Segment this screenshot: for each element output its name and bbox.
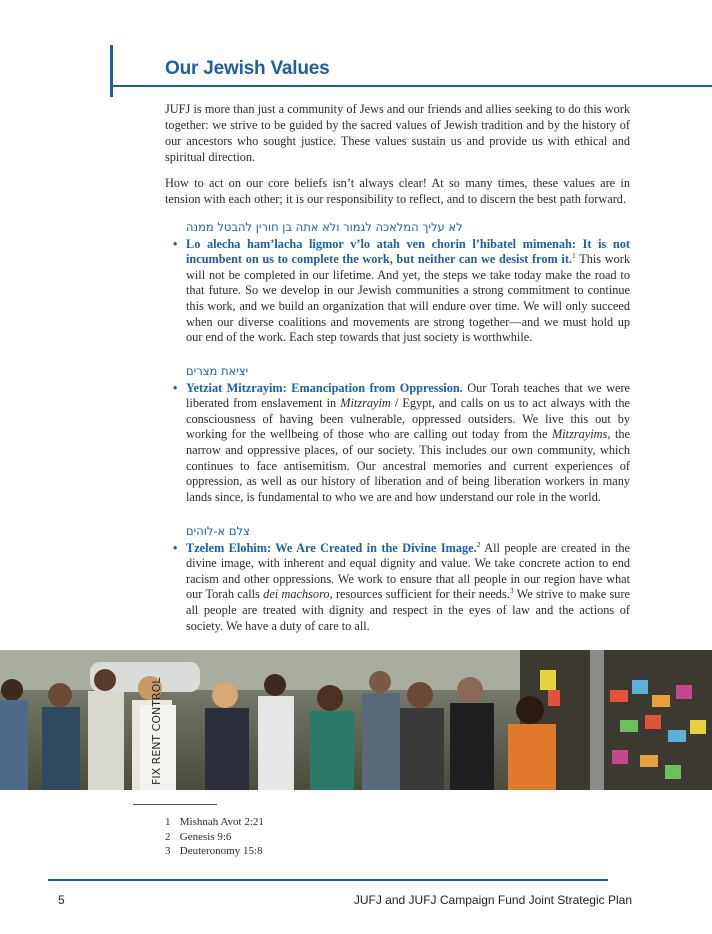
value-lead: Tzelem Elohim: We Are Created in the Divine Image. [186, 540, 477, 555]
footnote-ref: 3 [509, 586, 514, 596]
value-block-3 [165, 524, 630, 634]
footnote-divider [133, 804, 217, 805]
value-italic-term: dei machsoro [263, 587, 330, 602]
page-title: Our Jewish Values [165, 58, 330, 79]
bullet-icon: • [173, 540, 178, 555]
bullet-icon: • [173, 380, 178, 395]
value-text: / Egypt, and calls on us to act always with the consciousness of having been vulnerable, oppressed outsiders. We live this out by working for the wellbeing of those who are calling out today from the [186, 396, 630, 442]
footnote-ref: 1 [572, 251, 576, 261]
bullet-icon: • [173, 236, 178, 251]
value-block-2 [165, 364, 630, 505]
intro-paragraph-2: How to act on our core beliefs isn’t always clear! At so many times, these values are in tension with each other; it is our responsibility to reflect, and to discern the best path forward. [165, 176, 630, 206]
value-italic-term: Mitzrayims [552, 427, 608, 442]
value-lead: Yetziat Mitzrayim: Emancipation from Oppression. [186, 380, 463, 395]
value-italic-term: Mitzrayim [340, 396, 391, 411]
value-block-1 [165, 220, 630, 346]
value-item [165, 237, 630, 346]
rally-photo [0, 650, 712, 790]
footnotes [165, 815, 264, 859]
hebrew-heading: יציאת מצרים [186, 364, 249, 378]
value-text: Our Torah teaches that we were liberated from enslavement in [186, 380, 630, 411]
value-text: We strive to make sure all people are treated with dignity and respect in the eyes of law and the actions of society. We have a duty of care to all. [186, 587, 630, 633]
footnote-ref: 2 [476, 539, 481, 549]
footnote-item: 1 Mishnah Avot 2:21 [165, 816, 264, 828]
document-title: JUFJ and JUFJ Campaign Fund Joint Strategic Plan [353, 893, 632, 907]
hebrew-heading: צלם א-לוהים [186, 524, 250, 538]
header-accent-bar [110, 45, 113, 97]
footnote-item: 2 Genesis 9:6 [165, 830, 232, 843]
intro-paragraph-1: JUFJ is more than just a community of Jews and our friends and allies seeking to do this work together: we strive to be guided by the sacred values of Jewish tradition and by the history of our ancestors who sought justice. These values sustain us and provide us with ethical and spiritual direction. [165, 102, 630, 164]
value-text: , resources sufficient for their needs. [329, 587, 510, 602]
value-text: , the narrow and oppressive places, of our society. This includes our own community, which continues to face antisemitism. Our ancestral memories and current experiences of oppression, as well as our history of liberation and of being liberation workers in many lands since, is fundamental to who we are and how understand our role in the world. [186, 427, 631, 504]
footer-rule [48, 879, 608, 881]
value-item [165, 381, 630, 506]
photo-sign-text: FIX RENT CONTROL [150, 677, 163, 785]
hebrew-heading: לא עליך המלאכה לגמור ולא אתה בן חורין להבטל ממנה [186, 220, 463, 234]
value-text: This work will not be completed in our lifetime. And yet, the steps we take today make the road to that future. So we develop in our Jewish communities a strong commitment to continue this work, and we build an organization that will endure over time. We will only succeed when our diverse coalitions and movements are strong together—and we must hold up our end of the work. Each step towards that just society is worthwhile. [186, 252, 631, 345]
header-rule [110, 85, 712, 87]
page-number: 5 [58, 893, 65, 907]
value-item [165, 541, 630, 635]
footnote-item: 3 Deuteronomy 15:8 [165, 845, 263, 857]
value-lead: Lo alecha ham’lacha ligmor v’lo atah ven chorin l’hibatel mimenah: It is not incumbent on us to complete the work, but neither can we desist from it. [186, 236, 630, 267]
value-text: All people are created in the divine image, with inherent and equal dignity and value. We take concrete action to end racism and other oppressions. We work to ensure that all people in our region have what our Torah calls [186, 540, 631, 602]
